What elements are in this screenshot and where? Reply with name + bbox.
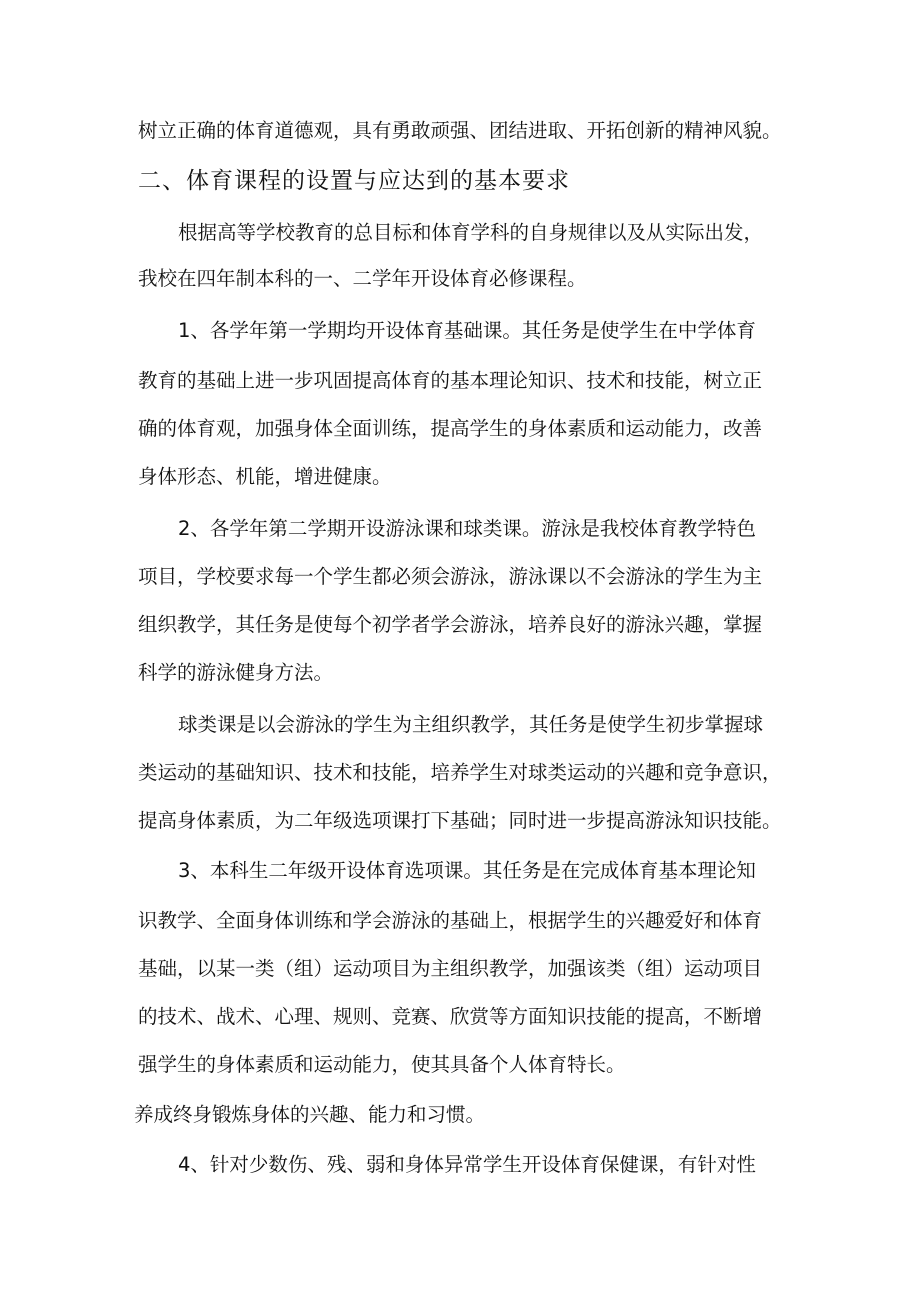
text-line-22: 4、针对少数伤、残、弱和身体异常学生开设体育保健课，有针对性 <box>178 1153 756 1176</box>
text-line-18: 基础，以某一类（组）运动项目为主组织教学，加强该类（组）运动项目 <box>138 957 763 980</box>
text-line-8: 身体形态、机能，增进健康。 <box>138 465 392 488</box>
text-line-9: 2、各学年第二学期开设游泳课和球类课。游泳是我校体育教学特色 <box>178 517 756 540</box>
text-line-13: 球类课是以会游泳的学生为主组织教学，其任务是使学生初步掌握球 <box>178 713 764 736</box>
text-line-16: 3、本科生二年级开设体育选项课。其任务是在完成体育基本理论知 <box>178 859 756 882</box>
text-line-1: 树立正确的体育道德观，具有勇敢顽强、团结进取、开拓创新的精神风貌。 <box>138 119 782 142</box>
text-line-19: 的技术、战术、心理、规则、竞赛、欣赏等方面知识技能的提高，不断增 <box>138 1005 763 1028</box>
text-line-3: 根据高等学校教育的总目标和体育学科的自身规律以及从实际出发， <box>178 221 764 244</box>
text-line-20: 强学生的身体素质和运动能力，使其具备个人体育特长。 <box>138 1053 626 1076</box>
text-line-6: 教育的基础上进一步巩固提高体育的基本理论知识、技术和技能，树立正 <box>138 369 763 392</box>
text-line-12: 科学的游泳健身方法。 <box>138 661 334 684</box>
text-line-21: 养成终身锻炼身体的兴趣、能力和习惯。 <box>134 1103 486 1126</box>
text-line-7: 确的体育观，加强身体全面训练，提高学生的身体素质和运动能力，改善 <box>138 417 763 440</box>
section-heading: 二、体育课程的设置与应达到的基本要求 <box>138 168 570 194</box>
text-line-11: 组织教学，其任务是使每个初学者学会游泳，培养良好的游泳兴趣，掌握 <box>138 613 763 636</box>
text-line-15: 提高身体素质，为二年级选项课打下基础；同时进一步提高游泳知识技能。 <box>138 809 782 832</box>
text-line-10: 项目，学校要求每一个学生都必须会游泳，游泳课以不会游泳的学生为主 <box>138 565 763 588</box>
text-line-17: 识教学、全面身体训练和学会游泳的基础上，根据学生的兴趣爱好和体育 <box>138 909 763 932</box>
text-line-14: 类运动的基础知识、技术和技能，培养学生对球类运动的兴趣和竞争意识， <box>138 761 782 784</box>
text-line-5: 1、各学年第一学期均开设体育基础课。其任务是使学生在中学体育 <box>178 319 756 342</box>
text-line-4: 我校在四年制本科的一、二学年开设体育必修课程。 <box>138 267 587 290</box>
